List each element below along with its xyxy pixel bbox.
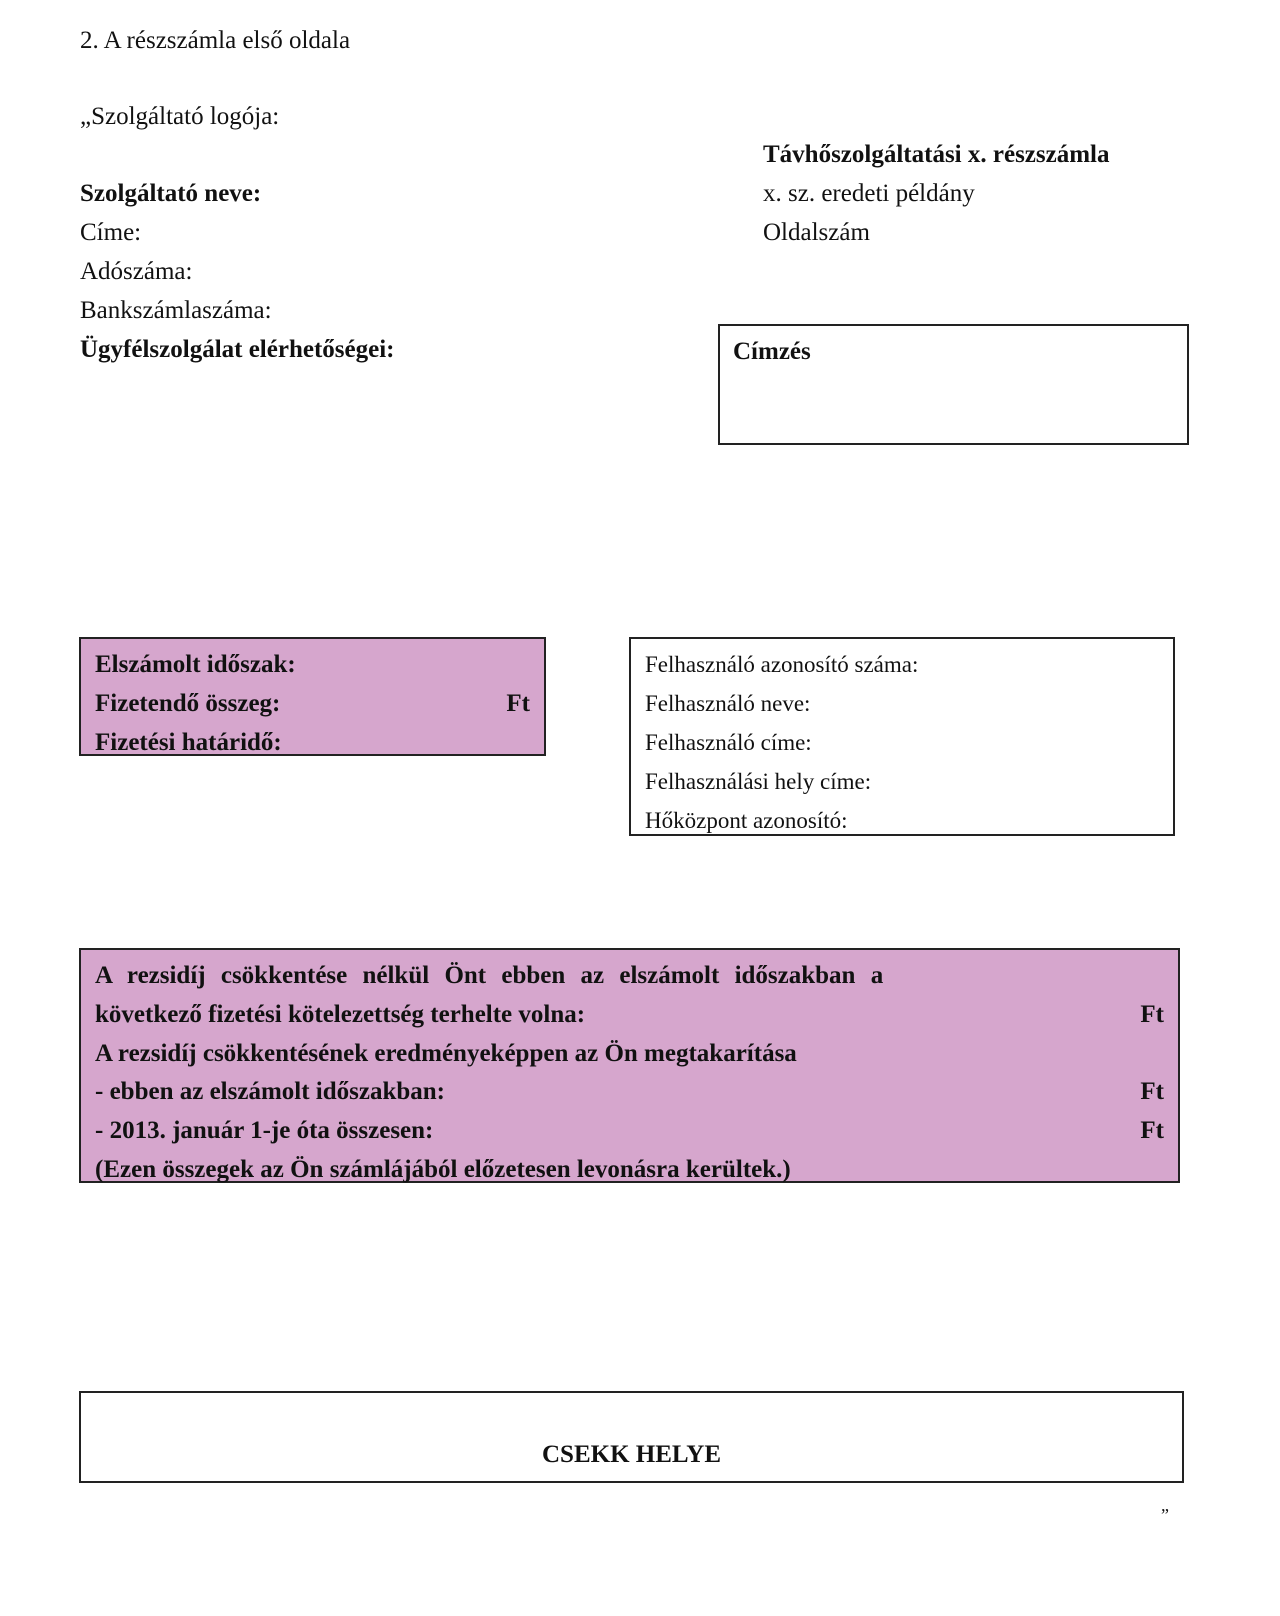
savings-line-4-label: - ebben az elszámolt időszakban: — [95, 1078, 445, 1105]
consumption-site-label: Felhasználási hely címe: — [645, 769, 872, 794]
savings-line-6: (Ezen összegek az Ön számlájából előzetesen levonásra kerültek.) — [95, 1156, 791, 1183]
billing-due-row — [95, 730, 530, 755]
billing-amount-row — [95, 691, 530, 716]
customer-name-label: Felhasználó neve: — [645, 691, 811, 716]
provider-name-label: Szolgáltató neve: — [80, 180, 262, 207]
billing-amount-unit: Ft — [506, 690, 530, 717]
savings-line-2 — [95, 1002, 1164, 1027]
addressee-box — [718, 324, 1189, 445]
savings-box — [79, 948, 1180, 1183]
billing-summary-box — [79, 637, 546, 756]
closing-quote: ” — [1161, 1505, 1169, 1525]
savings-line-4-unit: Ft — [1140, 1078, 1164, 1105]
customer-id-label: Felhasználó azonosító száma: — [645, 652, 919, 677]
savings-line-2-label: következő fizetési kötelezettség terhelte volna: — [95, 1001, 586, 1028]
invoice-title: Távhőszolgáltatási x. részszámla — [763, 141, 1110, 168]
savings-line-2-unit: Ft — [1140, 1001, 1164, 1028]
savings-line-4 — [95, 1079, 1164, 1104]
customer-address-label: Felhasználó címe: — [645, 730, 812, 755]
logo-label: „Szolgáltató logója: — [80, 103, 280, 130]
check-placeholder-label: CSEKK HELYE — [541, 1441, 721, 1468]
billing-amount-label: Fizetendő összeg: — [95, 690, 281, 717]
savings-line-5-label: - 2013. január 1-je óta összesen: — [95, 1117, 434, 1144]
invoice-copy: x. sz. eredeti példány — [763, 180, 975, 207]
savings-line-3: A rezsidíj csökkentésének eredményeképpen az Ön megtakarítása — [95, 1040, 797, 1067]
billing-period-label: Elszámolt időszak: — [95, 651, 296, 678]
savings-line-1: A rezsidíj csökkentése nélkül Önt ebben az elszámolt időszakban a — [95, 962, 884, 989]
customer-info-box — [629, 637, 1175, 836]
heat-center-label: Hőközpont azonosító: — [645, 808, 848, 833]
savings-line-5 — [95, 1118, 1164, 1143]
provider-support-label: Ügyfélszolgálat elérhetőségei: — [80, 336, 395, 363]
billing-period-row — [95, 652, 530, 677]
savings-line-5-unit: Ft — [1140, 1117, 1164, 1144]
provider-tax-label: Adószáma: — [80, 258, 193, 285]
invoice-page-number: Oldalszám — [763, 219, 870, 246]
provider-address-label: Címe: — [80, 219, 142, 246]
check-placeholder-box — [79, 1391, 1184, 1483]
billing-due-label: Fizetési határidő: — [95, 729, 282, 756]
section-heading: 2. A részszámla első oldala — [80, 27, 351, 54]
provider-bank-label: Bankszámlaszáma: — [80, 297, 272, 324]
addressee-label: Címzés — [733, 338, 811, 365]
